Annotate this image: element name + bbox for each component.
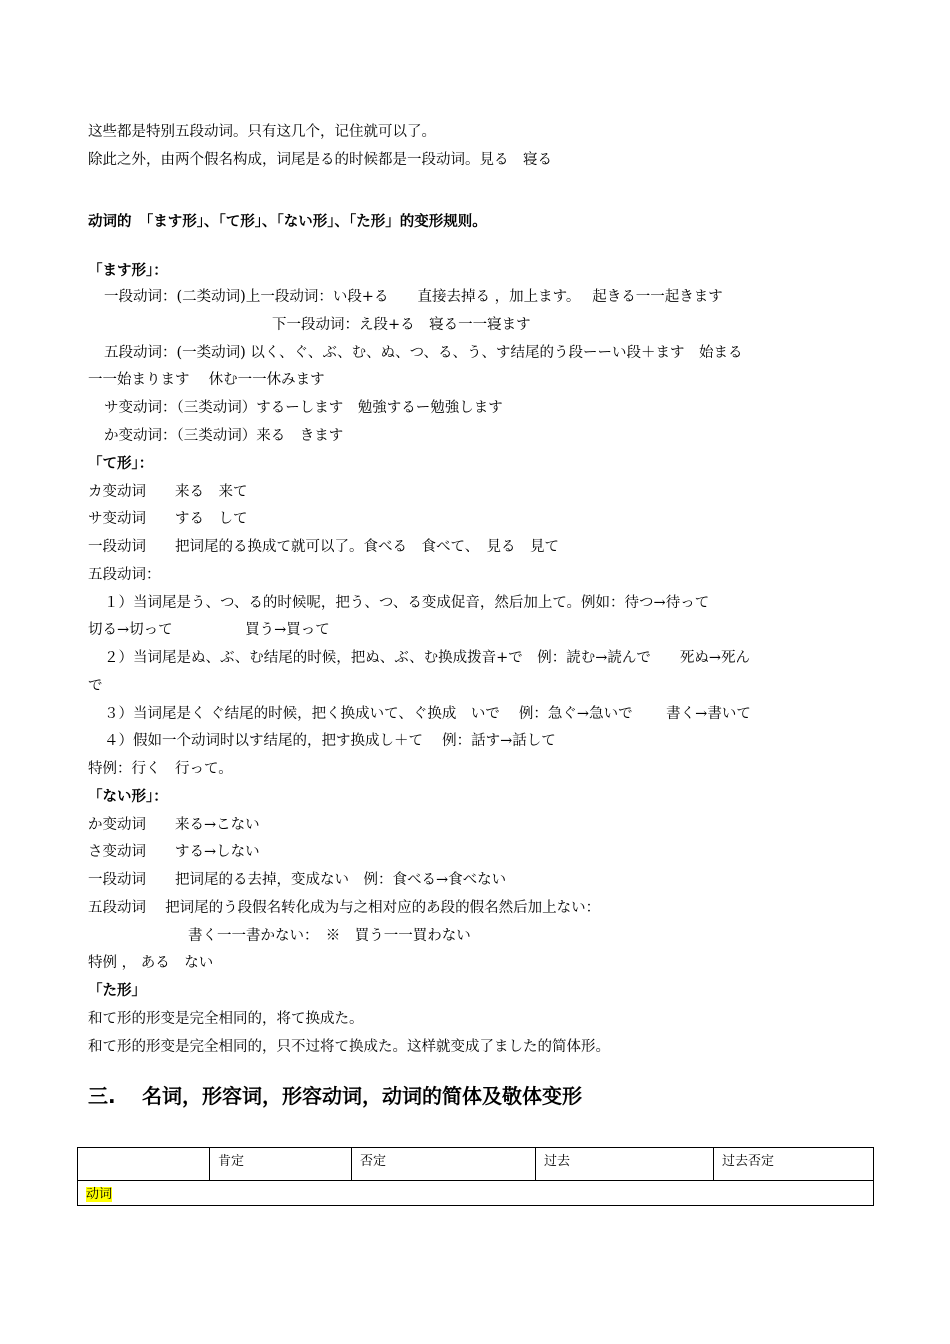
- nai-line-4: 五段动词 把词尾的う段假名转化成为与之相对应的あ段的假名然后加上ない：: [88, 900, 601, 916]
- te-line-3: 一段动词 把词尾的る换成て就可以了。食べる 食べて、 見る 見て: [88, 539, 559, 555]
- te-title: 「て形」：: [88, 455, 154, 472]
- table-header-past-negative: 过去否定: [714, 1148, 874, 1181]
- section-title: 名词，形容词，形容动词，动词的简体及敬体变形: [142, 1084, 582, 1108]
- masu-line-6: か变动词：（三类动词）来る きます: [104, 428, 344, 444]
- table-row-label: 动词: [86, 1187, 113, 1202]
- te-line-4: 五段动词：: [88, 567, 161, 583]
- nai-title: 「ない形」：: [88, 788, 168, 805]
- te-line-5: １）当词尾是う、つ、る的时候呢，把う、つ、る变成促音，然后加上て。例如：待つ→待って: [104, 595, 710, 611]
- nai-line-3: 一段动词 把词尾的る去掉，变成ない 例：食べる→食べない: [88, 872, 507, 888]
- masu-title: 「ます形」：: [88, 262, 168, 279]
- masu-line-1: 一段动词：(二类动词)上一段动词：い段+る 直接去掉る ，加上ます。 起きる一一起きます: [104, 289, 723, 305]
- te-line-9: ３）当词尾是く ぐ结尾的时候，把く换成いて、ぐ换成 いで 例：急ぐ→急いで 書く→書いて: [104, 706, 751, 722]
- masu-line-5: サ变动词：（三类动词）するーします 勉強するー勉強します: [104, 400, 503, 416]
- table-header-affirmative: 肯定: [210, 1148, 352, 1181]
- table-header-cell-empty: [78, 1148, 210, 1181]
- table-row: [78, 1181, 874, 1206]
- section-number: 三.: [88, 1084, 116, 1108]
- nai-line-2: さ变动词 する→しない: [88, 844, 260, 860]
- conjugation-table: [77, 1147, 874, 1206]
- ta-line-1: 和て形的形变是完全相同的，将て换成た。: [88, 1011, 364, 1027]
- line-1: 这些都是特别五段动词。只有这几个，记住就可以了。: [88, 124, 436, 140]
- nai-line-6: 特例 ， ある ない: [88, 955, 214, 971]
- nai-line-1: か变动词 来る→こない: [88, 817, 260, 833]
- table-header-row: [78, 1148, 874, 1181]
- table-header-past: 过去: [536, 1148, 714, 1181]
- ta-line-2: 和て形的形变是完全相同的，只不过将て换成た。这样就变成了ました的简体形。: [88, 1039, 610, 1055]
- te-line-8: で: [88, 678, 103, 694]
- te-line-10: ４）假如一个动词时以す结尾的，把す换成し＋て 例：話す→話して: [104, 733, 556, 749]
- te-line-2: サ变动词 する して: [88, 511, 248, 527]
- masu-line-3: 五段动词：(一类动词) 以く、ぐ、ぶ、む、ぬ、つ、る、う、す结尾的う段ーーい段＋ます 始まる: [104, 345, 743, 361]
- te-line-1: カ变动词 来る 来て: [88, 484, 248, 500]
- table-header-negative: 否定: [352, 1148, 536, 1181]
- te-line-11: 特例：行く 行って。: [88, 761, 233, 777]
- rules-heading: 动词的 「ます形」、「て形」、「ない形」、「た形」的变形规则。: [88, 213, 487, 230]
- section-heading: [88, 1080, 582, 1109]
- table-row-label-cell: [78, 1181, 874, 1206]
- nai-line-5: 書く一一書かない： ※ 買う一一買わない: [188, 928, 471, 944]
- line-2: 除此之外，由两个假名构成，词尾是る的时候都是一段动词。見る 寝る: [88, 152, 552, 168]
- te-line-7: ２）当词尾是ぬ、ぶ、む结尾的时候，把ぬ、ぶ、む换成拨音+で 例：読む→読んで 死ぬ→死ん: [104, 650, 751, 666]
- te-line-6: 切る→切って 買う→買って: [88, 622, 330, 638]
- masu-line-2: 下一段动词：え段+る 寝る一一寝ます: [272, 317, 531, 333]
- ta-title: 「た形」: [88, 982, 146, 999]
- masu-line-4: 一一始まります 休む一一休みます: [88, 372, 325, 388]
